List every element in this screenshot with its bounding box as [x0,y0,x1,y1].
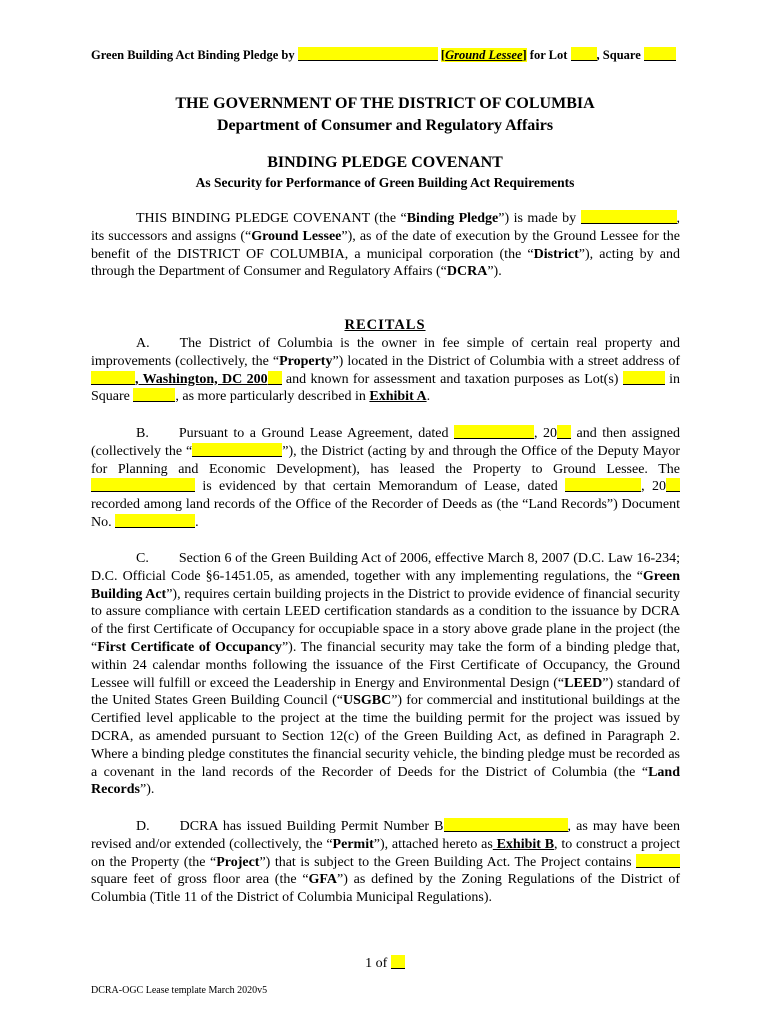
blank-total-pages[interactable] [391,955,405,969]
blank-collective-name[interactable] [192,443,282,457]
header-role: Ground Lessee [445,48,523,62]
recital-d: D. DCRA has issued Building Permit Number B , as may have been revised and/or extended (collectively, the “Permit”), attached hereto as Exhibit B, to construct a project on the Property (the “Project”) that is subject to the Green Building Act. The Project contains square feet of gross floor area (the “GFA”) as defined by the Zoning Regulations of the District of Columbia (Title 11 of the District of Columbia Municipal Regulations). [91,819,680,906]
blank-lease-year[interactable] [557,425,571,439]
header-prefix: Green Building Act Binding Pledge by [91,48,295,62]
blank-lease-date[interactable] [454,425,534,439]
blank-gfa[interactable] [636,854,680,868]
recital-a: A. The District of Columbia is the owner in fee simple of certain real property and improvements (collectively, the “Property”) located in the District of Columbia with a street address of , Washington, DC 200 and known for assessment and taxation purposes as Lot(s) in Square , as more particularly described in Exhibit A. [91,336,681,405]
footer-template-label: DCRA-OGC Lease template March 2020v5 [91,985,268,996]
header-blank-name[interactable] [298,47,438,61]
department-title: Department of Consumer and Regulatory Affairs [216,117,554,134]
blank-square[interactable] [133,388,175,402]
covenant-title: BINDING PLEDGE COVENANT [267,154,503,171]
blank-permit-number[interactable] [444,818,568,832]
recital-c: C. Section 6 of the Green Building Act of 2006, effective March 8, 2007 (D.C. Law 16-234; D.C. Official Code §6-1451.05, as amended, together with any implementing regulations, the “Green Building Act”), requires certain building projects in the District to provide evidence of financial security to assure compliance with certain LEED certification standards as a condition to the issuance by DCRA of the first Certificate of Occupancy for occupiable space in a story above grade plane in the project (the “First Certificate of Occupancy”). The financial security may take the form of a binding pledge that, within 24 calendar months following the issuance of the First Certificate of Occupancy, the Ground Lessee will fulfill or exceed the Leadership in Energy and Environmental Design (“LEED”) standard of the United States Green Building Council (“USGBC”) for commercial and institutional buildings at the Certified level applicable to the project at the time the building permit for the project was issued by DCRA, as amended pursuant to Section 12(c) of the Green Building Act, as defined in Paragraph 2. Where a binding pledge constitutes the financial security vehicle, the binding pledge must be recorded as a covenant in the land records of the Recorder of Deeds for the District of Columbia (the “Land Records”). [91,551,680,798]
government-title: THE GOVERNMENT OF THE DISTRICT OF COLUMBIA [175,95,595,112]
blank-party-name[interactable] [581,210,677,224]
header-tail: , Square [596,48,641,62]
intro-paragraph: THIS BINDING PLEDGE COVENANT (the “Binding Pledge”) is made by , its successors and assigns (“Ground Lessee”), as of the date of execution by the Ground Lessee for the benefit of the DISTRICT OF COLUMBIA, a municipal corporation (the “District”), acting by and through the Department of Consumer and Regulatory Affairs (“DCRA”). [91,211,680,280]
recital-b: B. Pursuant to a Ground Lease Agreement, dated , 20 and then assigned (collectively the “ ”), the District (acting by and through the Office of the Deputy Mayor for Planning and Economic Development), has leased the Property to Ground Lessee. The is evidenced by that certain Memorandum of Lease, dated , 20 recorded among land records of the Office of the Recorder of Deeds as (the “Land Records”) Document No. . [91,426,681,530]
blank-lots[interactable] [623,371,665,385]
blank-memo-date[interactable] [565,478,641,492]
blank-memo-year[interactable] [666,478,680,492]
header-mid: for Lot [529,48,568,62]
recitals-heading: RECITALS [344,317,426,333]
header-blank-lot[interactable] [571,47,597,61]
exhibit-a-link: Exhibit A [369,389,427,405]
blank-zip[interactable] [268,371,282,385]
exhibit-b-link: Exhibit B [492,836,555,852]
page-number: 1 of [0,955,770,972]
covenant-subtitle: As Security for Performance of Green Building Act Requirements [195,175,575,190]
blank-lease-name[interactable] [91,478,195,492]
blank-document-number[interactable] [115,514,195,528]
running-header: Green Building Act Binding Pledge by [Ground Lessee] for Lot , Square [91,47,681,63]
header-blank-square[interactable] [644,47,676,61]
blank-street-number[interactable] [91,371,135,385]
